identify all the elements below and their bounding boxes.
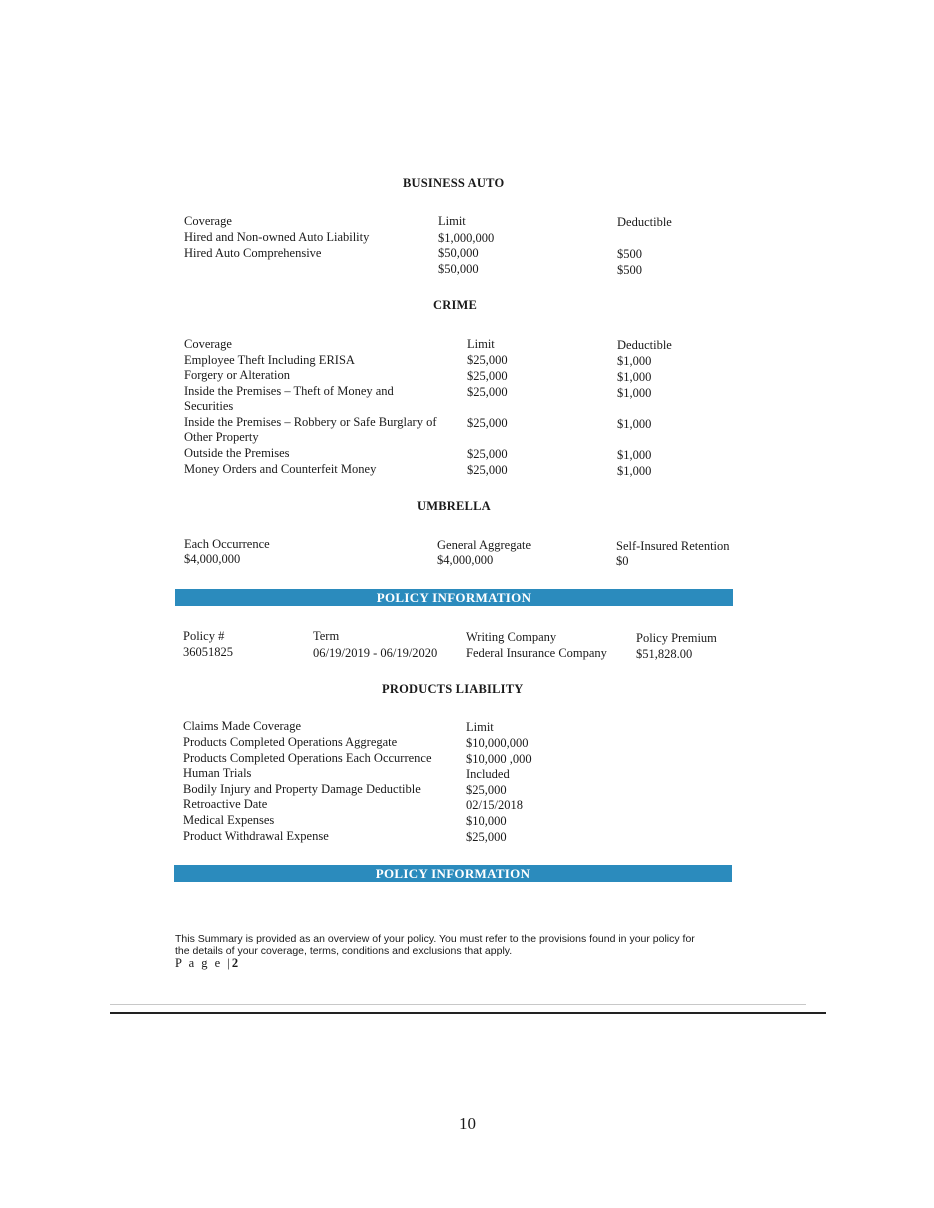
crime-limit-header: Limit <box>467 337 495 351</box>
business-auto-deductible-header: Deductible <box>617 215 672 229</box>
policy-number-value: 36051825 <box>183 645 233 659</box>
table-cell-coverage: Hired Auto Comprehensive <box>184 246 322 260</box>
umbrella-aggregate-value: $4,000,000 <box>437 553 494 567</box>
footer-disclaimer-line1: This Summary is provided as an overview of your policy. You must refer to the provisions found in your policy for <box>175 933 695 945</box>
umbrella-aggregate-header: General Aggregate <box>437 538 532 552</box>
table-cell-deductible: $1,000 <box>617 370 652 384</box>
table-cell-deductible: $1,000 <box>617 354 652 368</box>
umbrella-heading: UMBRELLA <box>417 499 491 513</box>
policy-information-banner: POLICY INFORMATION <box>175 589 733 606</box>
products-limit-header: Limit <box>466 720 494 734</box>
table-cell-coverage: Hired and Non-owned Auto Liability <box>184 230 370 244</box>
table-cell-coverage: Medical Expenses <box>183 813 275 827</box>
table-cell-limit: $25,000 <box>467 353 508 367</box>
policy-premium-header: Policy Premium <box>636 631 717 645</box>
footer-disclaimer-line2: the details of your coverage, terms, conditions and exclusions that apply. <box>175 945 513 957</box>
umbrella-each-header: Each Occurrence <box>184 537 270 551</box>
term-value: 06/19/2019 - 06/19/2020 <box>313 646 438 660</box>
table-cell-limit: $25,000 <box>467 369 508 383</box>
table-cell-limit: $25,000 <box>467 463 508 477</box>
page-number: 10 <box>459 1114 476 1133</box>
table-cell-limit: $10,000 ,000 <box>466 752 532 766</box>
policy-premium-value: $51,828.00 <box>636 647 693 661</box>
policy-information-banner-2: POLICY INFORMATION <box>174 865 732 882</box>
crime-heading: CRIME <box>433 298 478 312</box>
crime-coverage-header: Coverage <box>184 337 232 351</box>
table-cell-deductible: $1,000 <box>617 417 652 431</box>
table-cell-limit: 02/15/2018 <box>466 798 523 812</box>
table-cell-limit: $25,000 <box>467 447 508 461</box>
table-cell-coverage-cont: Other Property <box>184 430 259 444</box>
table-cell-coverage: Employee Theft Including ERISA <box>184 353 355 367</box>
table-cell-deductible: $1,000 <box>617 386 652 400</box>
divider-thick <box>110 1012 826 1014</box>
writing-company-value: Federal Insurance Company <box>466 646 607 660</box>
page-label-number: 2 <box>231 956 239 970</box>
table-cell-limit: $25,000 <box>467 385 508 399</box>
crime-deductible-header: Deductible <box>617 338 672 352</box>
table-cell-limit: $25,000 <box>467 416 508 430</box>
table-cell-limit: $50,000 <box>438 246 479 260</box>
table-cell-coverage: Products Completed Operations Each Occurrence <box>183 751 432 765</box>
writing-company-header: Writing Company <box>466 630 557 644</box>
business-auto-heading: BUSINESS AUTO <box>403 176 505 190</box>
table-cell-coverage: Forgery or Alteration <box>184 368 290 382</box>
umbrella-retention-header: Self-Insured Retention <box>616 539 730 553</box>
table-cell-coverage: Products Completed Operations Aggregate <box>183 735 398 749</box>
table-cell-coverage: Human Trials <box>183 766 252 780</box>
table-cell-coverage-cont: Securities <box>184 399 234 413</box>
footer-page-label <box>175 956 238 971</box>
policy-number-header: Policy # <box>183 629 225 643</box>
business-auto-coverage-header: Coverage <box>184 214 232 228</box>
table-cell-deductible: $500 <box>617 263 642 277</box>
term-header: Term <box>313 629 340 643</box>
table-cell-limit: $25,000 <box>466 783 507 797</box>
table-cell-limit: $25,000 <box>466 830 507 844</box>
table-cell-coverage: Bodily Injury and Property Damage Deductible <box>183 782 421 796</box>
table-cell-coverage: Inside the Premises – Theft of Money and <box>184 384 394 398</box>
page-label-text: P a g e | <box>175 956 232 970</box>
products-liability-heading: PRODUCTS LIABILITY <box>382 682 524 696</box>
table-cell-limit: Included <box>466 767 510 781</box>
table-cell-limit: $10,000 <box>466 814 507 828</box>
table-cell-coverage: Retroactive Date <box>183 797 268 811</box>
table-cell-coverage: Money Orders and Counterfeit Money <box>184 462 377 476</box>
table-cell-limit: $10,000,000 <box>466 736 529 750</box>
products-coverage-header: Claims Made Coverage <box>183 719 302 733</box>
umbrella-retention-value: $0 <box>616 554 629 568</box>
umbrella-each-value: $4,000,000 <box>184 552 241 566</box>
table-cell-coverage: Inside the Premises – Robbery or Safe Burglary of <box>184 415 437 429</box>
table-cell-coverage: Outside the Premises <box>184 446 290 460</box>
divider-thin <box>110 1004 806 1005</box>
table-cell-limit: $50,000 <box>438 262 479 276</box>
table-cell-deductible: $500 <box>617 247 642 261</box>
table-cell-deductible: $1,000 <box>617 464 652 478</box>
table-cell-limit: $1,000,000 <box>438 231 495 245</box>
table-cell-deductible: $1,000 <box>617 448 652 462</box>
business-auto-limit-header: Limit <box>438 214 466 228</box>
table-cell-coverage: Product Withdrawal Expense <box>183 829 329 843</box>
